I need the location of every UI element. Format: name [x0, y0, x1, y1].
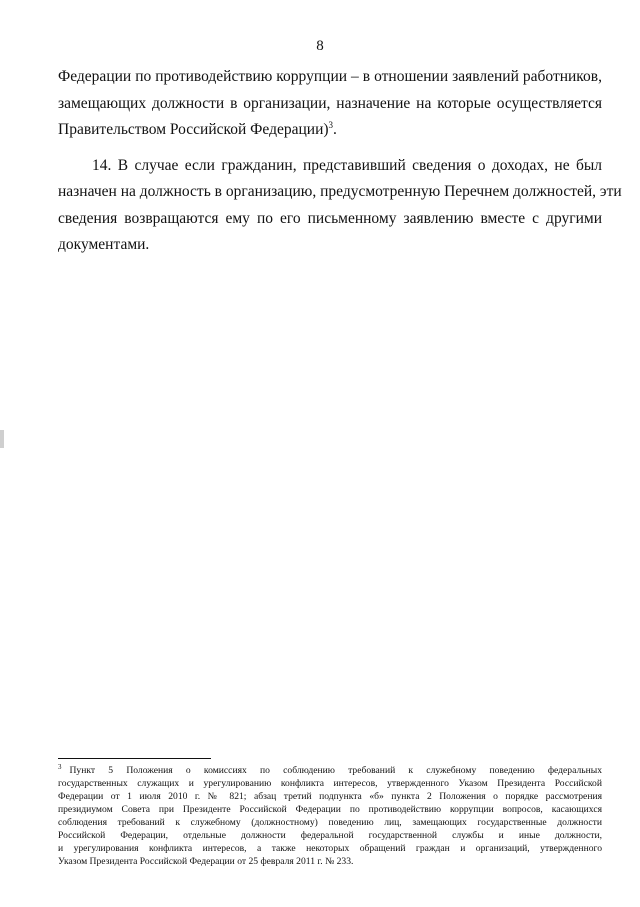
footnote-reference[interactable]: 3	[328, 119, 334, 130]
footnote-line-6: Российской Федерации, отдельные должности федеральной государственной службы и иные должности,	[58, 830, 602, 841]
footnote-line-7: и урегулирования конфликта интересов, а также некоторых обращений граждан и организаций, утвержденного	[58, 843, 602, 854]
footnote-line-5: соблюдения требований к служебному (должностному) поведению лиц, замещающих государственные должности	[58, 817, 602, 828]
paragraph-1-line-1: Федерации по противодействию коррупции – в отношении заявлений работников,	[58, 68, 602, 85]
footnote-marker: 3	[58, 762, 62, 771]
paragraph-1-line-3-text: Правительством Российской Федерации)	[58, 121, 329, 138]
paragraph-2-line-2: назначен на должность в организацию, предусмотренную Перечнем должностей, эти	[58, 183, 622, 200]
paragraph-1-end-punct: .	[333, 121, 337, 138]
paragraph-1-line-2: замещающих должности в организации, назначение на которые осуществляется	[58, 94, 602, 112]
footnote-line-3: Федерации от 1 июля 2010 г. № 821; абзац третий подпункта «б» пункта 2 Положения о порядке рассмотрения	[58, 791, 602, 802]
footnote	[58, 764, 602, 868]
body-text	[58, 64, 622, 268]
footnote-line-1-text: Пункт 5 Положения о комиссиях по соблюдению требований к служебному поведению федеральных	[69, 765, 602, 776]
paragraph-1-line-3	[58, 117, 602, 144]
paragraph-1	[58, 64, 602, 144]
footnote-line-2: государственных служащих и урегулированию конфликта интересов, утвержденного Указом Президента Российской	[58, 778, 602, 789]
paragraph-2-line-4: документами.	[58, 236, 150, 253]
footnote-separator	[58, 758, 211, 759]
paragraph-2-line-1: 14. В случае если гражданин, представивший сведения о доходах, не был	[92, 156, 602, 174]
footnote-line-1	[58, 764, 602, 777]
scan-edge-mark	[0, 430, 4, 448]
paragraph-2	[58, 153, 622, 259]
page-number: 8	[316, 38, 324, 54]
footnote-line-8: Указом Президента Российской Федерации от 25 февраля 2011 г. № 233.	[58, 856, 354, 867]
footnote-line-4: президиумом Совета при Президенте Российской Федерации по противодействию коррупции вопросов, касающихся	[58, 804, 602, 815]
paragraph-2-line-3: сведения возвращаются ему по его письменному заявлению вместе с другими	[58, 209, 602, 227]
